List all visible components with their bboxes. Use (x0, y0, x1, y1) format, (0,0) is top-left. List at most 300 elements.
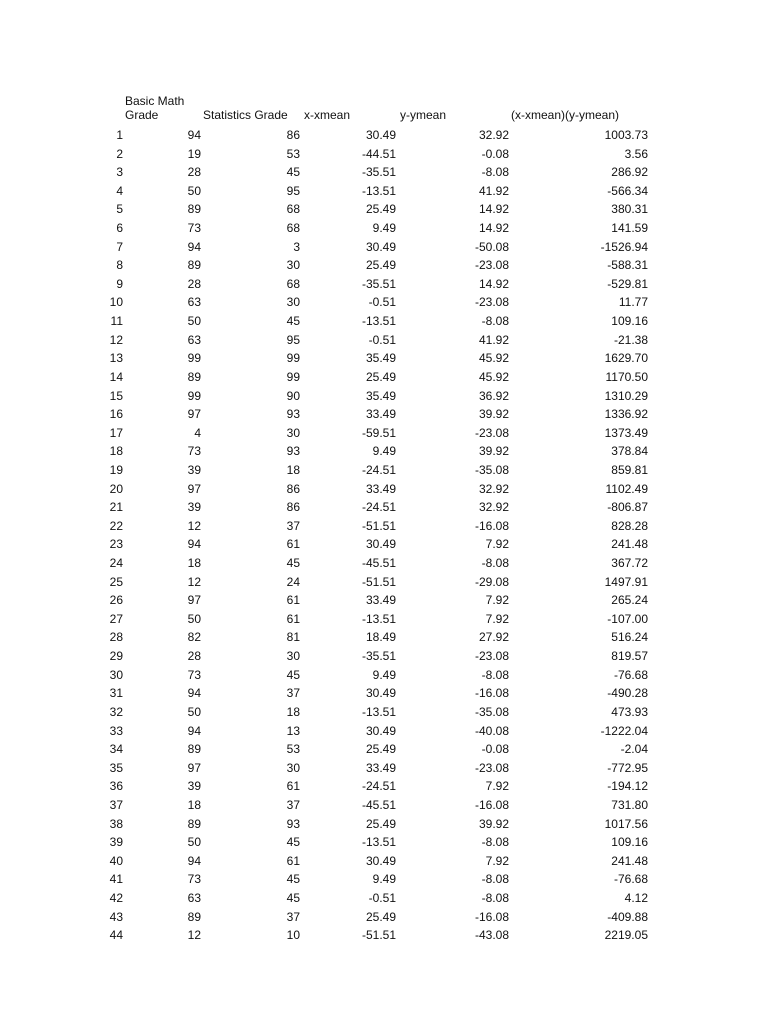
x-xmean-cell: 30.49 (365, 128, 396, 142)
statistics-grade-cell: 61 (286, 779, 300, 794)
statistics-grade-cell: 61 (286, 537, 300, 552)
basic-math-grade-cell: 73 (187, 667, 201, 682)
row-number: 4 (116, 183, 123, 198)
product-cell: 1017.56 (604, 816, 648, 831)
product-cell: 265.24 (611, 593, 648, 608)
row-number: 23 (109, 537, 123, 552)
row-number: 42 (109, 890, 123, 905)
y-ymean-cell: 7.92 (485, 779, 509, 794)
product-cell: 1336.92 (604, 407, 648, 422)
basic-math-grade-cell: 89 (187, 742, 201, 757)
statistics-grade-cell: 30 (286, 425, 300, 440)
row-number: 36 (109, 779, 123, 794)
x-xmean-cell: -45.51 (361, 556, 396, 571)
header-product: (x-xmean)(y-ymean) (511, 108, 620, 122)
row-number: 29 (109, 649, 123, 664)
x-xmean-cell: -45.51 (361, 797, 396, 812)
statistics-grade-cell: 81 (286, 630, 300, 645)
basic-math-grade-cell: 94 (187, 686, 201, 701)
statistics-grade-cell: 30 (286, 760, 300, 775)
basic-math-grade-cell: 18 (187, 556, 201, 571)
y-ymean-cell: -23.08 (474, 649, 509, 664)
y-ymean-cell: -23.08 (474, 425, 509, 440)
row-number: 13 (109, 351, 123, 366)
product-cell: -806.87 (607, 500, 648, 515)
row-number: 14 (109, 369, 123, 384)
table-row (0, 815, 768, 834)
product-cell: -1526.94 (600, 239, 648, 254)
row-number: 8 (116, 258, 123, 273)
x-xmean-cell: -51.51 (361, 518, 396, 533)
table-row (0, 703, 768, 722)
statistics-grade-cell: 53 (286, 742, 300, 757)
x-xmean-cell: 30.49 (365, 723, 396, 738)
table-row (0, 331, 768, 350)
basic-math-grade-cell: 28 (187, 165, 201, 180)
statistics-grade-cell: 24 (286, 574, 300, 589)
y-ymean-cell: -8.08 (481, 165, 509, 180)
y-ymean-cell: -23.08 (474, 760, 509, 775)
row-number: 41 (109, 872, 123, 887)
statistics-grade-cell: 68 (286, 276, 300, 291)
y-ymean-cell: -0.08 (481, 146, 509, 161)
product-cell: 378.84 (611, 444, 648, 459)
product-cell: -76.68 (613, 667, 648, 682)
product-cell: 1102.49 (605, 481, 648, 496)
table-row (0, 554, 768, 573)
statistics-grade-cell: 45 (286, 556, 300, 571)
table-row (0, 480, 768, 499)
basic-math-grade-cell: 97 (187, 593, 201, 608)
basic-math-grade-cell: 50 (187, 835, 201, 850)
table-row (0, 722, 768, 741)
y-ymean-cell: -0.08 (481, 742, 509, 757)
basic-math-grade-cell: 19 (187, 146, 201, 161)
table-row (0, 610, 768, 629)
x-xmean-cell: 25.49 (365, 816, 396, 831)
table-row (0, 126, 768, 145)
row-number: 21 (109, 500, 123, 515)
y-ymean-cell: -43.08 (474, 928, 509, 943)
table-row (0, 517, 768, 536)
product-cell: -76.68 (613, 872, 648, 887)
statistics-grade-cell: 18 (286, 704, 300, 719)
basic-math-grade-cell: 28 (187, 649, 201, 664)
x-xmean-cell: -51.51 (361, 928, 396, 943)
table-row (0, 163, 768, 182)
header-basic-math-line1: Basic Math (125, 94, 185, 108)
statistics-grade-cell: 37 (286, 686, 300, 701)
table-row (0, 591, 768, 610)
basic-math-grade-cell: 89 (187, 909, 201, 924)
y-ymean-cell: -8.08 (481, 890, 509, 905)
x-xmean-cell: -13.51 (361, 704, 396, 719)
basic-math-grade-cell: 39 (187, 462, 201, 477)
row-number: 33 (109, 723, 123, 738)
statistics-grade-cell: 99 (286, 369, 300, 384)
basic-math-grade-cell: 63 (187, 890, 201, 905)
statistics-grade-cell: 10 (286, 928, 300, 943)
product-cell: 828.28 (611, 518, 648, 533)
product-cell: 367.72 (611, 556, 648, 571)
table-row (0, 275, 768, 294)
table-row (0, 461, 768, 480)
statistics-grade-cell: 37 (286, 518, 300, 533)
product-cell: -588.31 (607, 258, 648, 273)
product-cell: -21.38 (613, 332, 648, 347)
statistics-grade-cell: 13 (286, 723, 300, 738)
row-number: 40 (109, 853, 123, 868)
basic-math-grade-cell: 89 (187, 202, 201, 217)
product-cell: 11.77 (618, 295, 648, 310)
x-xmean-cell: -13.51 (361, 611, 396, 626)
x-xmean-cell: -59.51 (361, 425, 396, 440)
row-number: 38 (109, 816, 123, 831)
x-xmean-cell: -0.51 (368, 890, 396, 905)
row-number: 26 (109, 593, 123, 608)
product-cell: 1310.29 (604, 388, 648, 403)
basic-math-grade-cell: 4 (194, 425, 201, 440)
table-row (0, 312, 768, 331)
product-cell: 1373.49 (604, 425, 648, 440)
product-cell: 1003.73 (604, 128, 648, 142)
statistics-grade-cell: 95 (286, 183, 300, 198)
y-ymean-cell: 7.92 (485, 593, 509, 608)
table-row (0, 498, 768, 517)
table-row (0, 628, 768, 647)
product-cell: 731.80 (611, 797, 648, 812)
basic-math-grade-cell: 39 (187, 779, 201, 794)
y-ymean-cell: -8.08 (481, 872, 509, 887)
product-cell: -490.28 (607, 686, 648, 701)
product-cell: 516.24 (611, 630, 648, 645)
row-number: 19 (109, 462, 123, 477)
statistics-grade-cell: 45 (286, 165, 300, 180)
basic-math-grade-cell: 99 (187, 388, 201, 403)
row-number: 18 (109, 444, 123, 459)
product-cell: 109.16 (611, 835, 648, 850)
product-cell: 3.56 (624, 146, 648, 161)
statistics-grade-cell: 93 (286, 407, 300, 422)
x-xmean-cell: 33.49 (365, 593, 396, 608)
x-xmean-cell: -44.51 (361, 146, 396, 161)
x-xmean-cell: 33.49 (365, 481, 396, 496)
statistics-grade-cell: 30 (286, 649, 300, 664)
x-xmean-cell: 9.49 (372, 444, 396, 459)
x-xmean-cell: 25.49 (365, 742, 396, 757)
y-ymean-cell: -8.08 (481, 556, 509, 571)
y-ymean-cell: 7.92 (485, 853, 509, 868)
basic-math-grade-cell: 97 (187, 760, 201, 775)
table-row (0, 293, 768, 312)
x-xmean-cell: 18.49 (365, 630, 396, 645)
x-xmean-cell: -35.51 (361, 165, 396, 180)
product-cell: -107.00 (607, 611, 648, 626)
product-cell: 819.57 (611, 649, 648, 664)
x-xmean-cell: 25.49 (365, 202, 396, 217)
table-row (0, 387, 768, 406)
basic-math-grade-cell: 94 (187, 853, 201, 868)
x-xmean-cell: -24.51 (361, 779, 396, 794)
row-number: 37 (109, 797, 123, 812)
x-xmean-cell: 33.49 (365, 407, 396, 422)
statistics-grade-cell: 61 (286, 593, 300, 608)
table-row (0, 368, 768, 387)
basic-math-grade-cell: 50 (187, 183, 201, 198)
basic-math-grade-cell: 94 (187, 128, 201, 142)
y-ymean-cell: 7.92 (485, 611, 509, 626)
statistics-grade-cell: 61 (286, 611, 300, 626)
product-cell: 4.12 (624, 890, 648, 905)
x-xmean-cell: 30.49 (365, 686, 396, 701)
statistics-grade-cell: 86 (286, 500, 300, 515)
y-ymean-cell: -16.08 (474, 518, 509, 533)
x-xmean-cell: 25.49 (365, 909, 396, 924)
row-number: 32 (109, 704, 123, 719)
row-number: 35 (109, 760, 123, 775)
y-ymean-cell: 14.92 (478, 221, 509, 236)
row-number: 43 (109, 909, 123, 924)
row-number: 17 (109, 425, 123, 440)
table-row (0, 740, 768, 759)
product-cell: 380.31 (611, 202, 648, 217)
product-cell: 859.81 (611, 462, 648, 477)
row-number: 7 (116, 239, 123, 254)
table-row (0, 256, 768, 275)
row-number: 2 (116, 146, 123, 161)
row-number: 11 (110, 314, 123, 329)
row-number: 6 (116, 221, 123, 236)
product-cell: 109.16 (611, 314, 648, 329)
basic-math-grade-cell: 97 (187, 481, 201, 496)
x-xmean-cell: 33.49 (365, 760, 396, 775)
statistics-grade-cell: 93 (286, 444, 300, 459)
header-statistics-grade: Statistics Grade (203, 108, 288, 122)
table-row (0, 405, 768, 424)
y-ymean-cell: -40.08 (474, 723, 509, 738)
row-number: 20 (109, 481, 123, 496)
product-cell: 241.48 (611, 853, 648, 868)
table-row (0, 852, 768, 871)
table-row (0, 889, 768, 908)
y-ymean-cell: 45.92 (478, 351, 509, 366)
row-number: 34 (109, 742, 123, 757)
table-row (0, 666, 768, 685)
y-ymean-cell: 32.92 (478, 500, 509, 515)
x-xmean-cell: 35.49 (365, 388, 396, 403)
y-ymean-cell: -16.08 (474, 797, 509, 812)
x-xmean-cell: 9.49 (372, 872, 396, 887)
product-cell: 473.93 (611, 704, 648, 719)
table-row (0, 200, 768, 219)
basic-math-grade-cell: 82 (187, 630, 201, 645)
y-ymean-cell: -16.08 (474, 909, 509, 924)
basic-math-grade-cell: 12 (187, 928, 201, 943)
x-xmean-cell: -24.51 (361, 500, 396, 515)
y-ymean-cell: -23.08 (474, 295, 509, 310)
table-row (0, 238, 768, 257)
x-xmean-cell: -35.51 (361, 276, 396, 291)
y-ymean-cell: -35.08 (474, 704, 509, 719)
row-number: 31 (109, 686, 123, 701)
table-row (0, 684, 768, 703)
statistics-grade-cell: 30 (286, 295, 300, 310)
basic-math-grade-cell: 28 (187, 276, 201, 291)
basic-math-grade-cell: 89 (187, 369, 201, 384)
statistics-grade-cell: 45 (286, 872, 300, 887)
table-row (0, 424, 768, 443)
x-xmean-cell: -24.51 (361, 462, 396, 477)
table-row (0, 759, 768, 778)
row-number: 15 (109, 388, 123, 403)
table-row (0, 182, 768, 201)
data-table (0, 126, 768, 945)
statistics-grade-cell: 30 (286, 258, 300, 273)
table-row (0, 573, 768, 592)
y-ymean-cell: 14.92 (478, 276, 509, 291)
statistics-grade-cell: 37 (286, 797, 300, 812)
statistics-grade-cell: 18 (286, 462, 300, 477)
basic-math-grade-cell: 73 (187, 221, 201, 236)
product-cell: -566.34 (607, 183, 648, 198)
statistics-grade-cell: 68 (286, 202, 300, 217)
row-number: 24 (109, 556, 123, 571)
x-xmean-cell: 25.49 (365, 258, 396, 273)
row-number: 3 (116, 165, 123, 180)
basic-math-grade-cell: 63 (187, 332, 201, 347)
y-ymean-cell: -8.08 (481, 667, 509, 682)
product-cell: -772.95 (607, 760, 648, 775)
product-cell: -1222.04 (600, 723, 648, 738)
product-cell: 286.92 (611, 165, 648, 180)
basic-math-grade-cell: 99 (187, 351, 201, 366)
statistics-grade-cell: 93 (286, 816, 300, 831)
table-row (0, 349, 768, 368)
x-xmean-cell: -13.51 (361, 183, 396, 198)
y-ymean-cell: -29.08 (474, 574, 509, 589)
product-cell: -2.04 (620, 742, 648, 757)
x-xmean-cell: 25.49 (365, 369, 396, 384)
basic-math-grade-cell: 89 (187, 816, 201, 831)
table-row (0, 535, 768, 554)
statistics-grade-cell: 45 (286, 890, 300, 905)
table-row (0, 647, 768, 666)
statistics-grade-cell: 45 (286, 667, 300, 682)
row-number: 12 (109, 332, 123, 347)
y-ymean-cell: 41.92 (478, 332, 509, 347)
basic-math-grade-cell: 12 (187, 574, 201, 589)
basic-math-grade-cell: 94 (187, 239, 201, 254)
row-number: 25 (109, 574, 123, 589)
basic-math-grade-cell: 50 (187, 611, 201, 626)
row-number: 9 (116, 276, 123, 291)
x-xmean-cell: -51.51 (361, 574, 396, 589)
y-ymean-cell: -16.08 (474, 686, 509, 701)
table-row (0, 833, 768, 852)
table-row (0, 219, 768, 238)
statistics-grade-cell: 61 (286, 853, 300, 868)
y-ymean-cell: 32.92 (478, 481, 509, 496)
product-cell: -529.81 (607, 276, 648, 291)
table-row (0, 442, 768, 461)
basic-math-grade-cell: 97 (187, 407, 201, 422)
basic-math-grade-cell: 73 (187, 444, 201, 459)
table-row (0, 777, 768, 796)
x-xmean-cell: -13.51 (361, 835, 396, 850)
x-xmean-cell: -35.51 (361, 649, 396, 664)
statistics-grade-cell: 86 (286, 128, 300, 142)
table-row (0, 908, 768, 927)
x-xmean-cell: 30.49 (365, 239, 396, 254)
y-ymean-cell: 45.92 (478, 369, 509, 384)
header-basic-math (125, 94, 184, 122)
header-y-ymean: y-ymean (400, 108, 447, 122)
product-cell: 1497.91 (604, 574, 648, 589)
row-number: 44 (109, 928, 123, 943)
table-row (0, 926, 768, 945)
y-ymean-cell: -35.08 (474, 462, 509, 477)
x-xmean-cell: 30.49 (365, 853, 396, 868)
row-number: 28 (109, 630, 123, 645)
y-ymean-cell: 14.92 (478, 202, 509, 217)
y-ymean-cell: 32.92 (478, 128, 509, 142)
header-basic-math-line2: Grade (125, 108, 159, 122)
row-number: 10 (109, 295, 123, 310)
y-ymean-cell: 39.92 (478, 407, 509, 422)
product-cell: 2219.05 (604, 928, 648, 943)
statistics-grade-cell: 68 (286, 221, 300, 236)
row-number: 30 (109, 667, 123, 682)
x-xmean-cell: -0.51 (368, 295, 396, 310)
basic-math-grade-cell: 73 (187, 872, 201, 887)
basic-math-grade-cell: 50 (187, 314, 201, 329)
statistics-grade-cell: 90 (286, 388, 300, 403)
basic-math-grade-cell: 50 (187, 704, 201, 719)
table-row (0, 145, 768, 164)
product-cell: 141.59 (611, 221, 648, 236)
statistics-grade-cell: 95 (286, 332, 300, 347)
basic-math-grade-cell: 12 (187, 518, 201, 533)
x-xmean-cell: 9.49 (372, 667, 396, 682)
y-ymean-cell: -50.08 (474, 239, 509, 254)
basic-math-grade-cell: 18 (187, 797, 201, 812)
row-number: 39 (109, 835, 123, 850)
y-ymean-cell: -8.08 (481, 835, 509, 850)
row-number: 1 (116, 128, 123, 142)
row-number: 16 (109, 407, 123, 422)
x-xmean-cell: -0.51 (368, 332, 396, 347)
y-ymean-cell: 7.92 (485, 537, 509, 552)
statistics-grade-cell: 45 (286, 835, 300, 850)
x-xmean-cell: -13.51 (361, 314, 396, 329)
product-cell: -194.12 (607, 779, 648, 794)
table-row (0, 870, 768, 889)
product-cell: 1170.50 (605, 369, 648, 384)
statistics-grade-cell: 37 (286, 909, 300, 924)
row-number: 22 (109, 518, 123, 533)
y-ymean-cell: 41.92 (478, 183, 509, 198)
row-number: 5 (116, 202, 123, 217)
y-ymean-cell: 36.92 (478, 388, 509, 403)
x-xmean-cell: 9.49 (372, 221, 396, 236)
y-ymean-cell: 27.92 (478, 630, 509, 645)
x-xmean-cell: 30.49 (365, 537, 396, 552)
statistics-grade-cell: 99 (286, 351, 300, 366)
row-number: 27 (109, 611, 123, 626)
header-x-xmean: x-xmean (304, 108, 351, 122)
y-ymean-cell: -8.08 (481, 314, 509, 329)
product-cell: 1629.70 (604, 351, 648, 366)
